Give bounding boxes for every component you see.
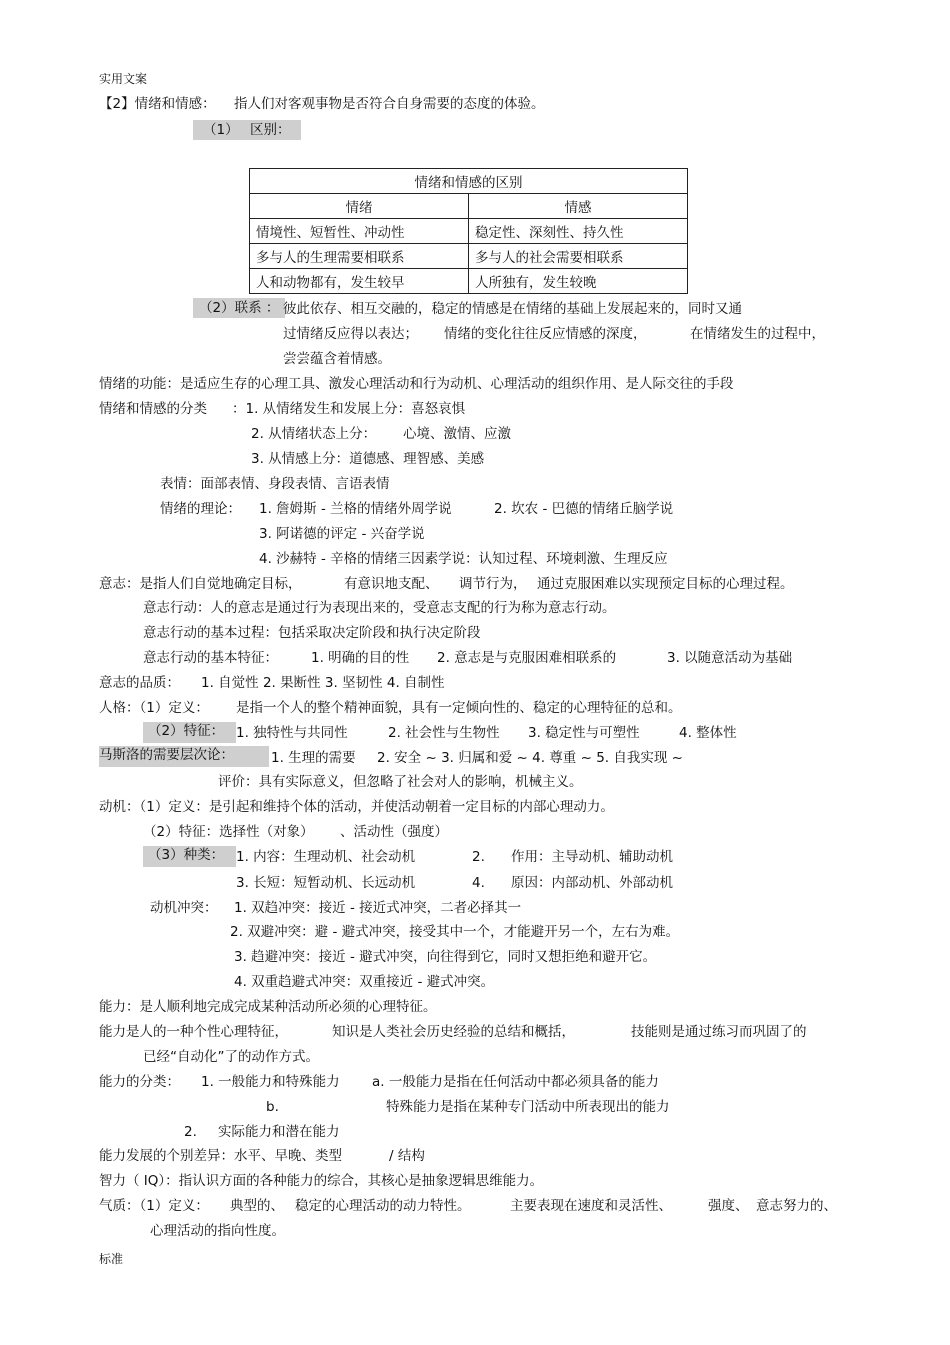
conflict-3: 3. 趋避冲突：接近 - 避式冲突，向往得到它，同时又想拒绝和避开它。 [234,949,657,965]
connection-line-2b: 情绪的变化往往反应情感的深度， [444,326,647,342]
will-quality-label: 意志的品质： [99,675,180,691]
ability-class-1b: 特殊能力是指在某种专门活动中所表现出的能力 [386,1099,670,1115]
personality-feature-1: 1. 独特性与共同性 [236,725,348,741]
classification-3: 3. 从情感上分：道德感、理智感、美感 [251,451,485,467]
will-feature-3: 3. 以随意活动为基础 [667,650,793,666]
temperament-def-f: 意志努力的、 [756,1198,837,1214]
theory-1: 1. 詹姆斯 - 兰格的情绪外周学说 [259,501,452,517]
table-header-row [250,194,688,219]
table-header-feeling: 情感 [469,194,688,219]
personality-definition: 是指一个人的整个精神面貌，具有一定倾向性的、稳定的心理特征的总和。 [236,700,682,716]
maslow-level-1: 1. 生理的需要 [271,750,356,766]
table-row [250,244,688,269]
ability-development-structure: / 结构 [389,1148,425,1164]
table-cell: 人所独有，发生较晚 [469,269,688,294]
will-definition-c: 调节行为， [459,576,527,592]
classification-2b: 心境、激情、应激 [403,426,511,442]
temperament-def-e: 强度、 [708,1198,749,1214]
will-action: 意志行动：人的意志是通过行为表现出来的，受意志支配的行为称为意志行动。 [143,600,616,616]
conflict-label: 动机冲突： [150,900,218,916]
motive-kind-3: 3. 长短：短暂动机、长远动机 [236,875,416,891]
maslow-levels: 2. 安全 ~ 3. 归属和爱 ~ 4. 尊重 ~ 5. 自我实现 ~ [377,750,683,766]
motive-kind-4-number: 4. [472,875,485,891]
motive-kind-2: 作用：主导动机、辅助动机 [511,849,673,865]
motive-feature-a: （2）特征：选择性（对象） [143,824,314,840]
expression: 表情：面部表情、身段表情、言语表情 [160,476,390,492]
table-cell: 情境性、短暂性、冲动性 [250,219,469,244]
connection-label: （2）联系 ： [193,298,285,318]
theory-4: 4. 沙赫特 - 辛格的情绪三因素学说：认知过程、环境刺激、生理反应 [259,551,668,567]
difference-label-number: （1） [203,122,239,138]
theory-3: 3. 阿诺德的评定 - 兴奋学说 [259,526,425,542]
table-cell: 多与人的生理需要相联系 [250,244,469,269]
ability-line-2a: 能力是人的一种个性心理特征， [99,1024,288,1040]
temperament-def-c: 稳定的心理活动的动力特性。 [295,1198,471,1214]
temperament-def-b: 典型的、 [230,1198,284,1214]
motive-definition: 动机：（1）定义：是引起和维持个体的活动，并使活动朝着一定目标的内部心理动力。 [99,799,614,815]
motive-kind-label: （3）种类： [143,846,236,867]
connection-line-2c: 在情绪发生的过程中， [690,326,825,342]
table-header-emotion: 情绪 [250,194,469,219]
motive-kind-1: 1. 内容：生理动机、社会动机 [236,849,416,865]
personality-feature-label: （2）特征： [143,722,236,743]
table-row [250,219,688,244]
ability-class-1: 1. 一般能力和特殊能力 [201,1074,340,1090]
connection-line-2a: 过情绪反应得以表达； [283,326,418,342]
ability-class-1a: a. 一般能力是指在任何活动中都必须具备的能力 [372,1074,659,1090]
will-definition-a: 意志：是指人们自觉地确定目标， [99,576,302,592]
personality-feature-3: 3. 稳定性与可塑性 [528,725,640,741]
table-row [250,269,688,294]
emotion-function: 情绪的功能：是适应生存的心理工具、激发心理活动和行为动机、心理活动的组织作用、是人际交往的手段 [99,376,734,392]
maslow-evaluation: 评价：具有实际意义，但忽略了社会对人的影响，机械主义。 [218,774,583,790]
intelligence: 智力（ IQ）：指认识方面的各种能力的综合，其核心是抽象逻辑思维能力。 [99,1173,544,1189]
ability-line-2c: 技能则是通过练习而巩固了的 [631,1024,807,1040]
maslow-label: 马斯洛的需要层次论： [99,746,269,767]
emotion-definition: 指人们对客观事物是否符合自身需要的态度的体验。 [234,96,545,112]
will-definition-d: 通过克服困难以实现预定目标的心理过程。 [537,576,794,592]
ability-class-label: 能力的分类： [99,1074,180,1090]
motive-kind-2-number: 2. [472,849,485,865]
classification-1: ：1. 从情绪发生和发展上分：喜怒哀惧 [232,401,466,417]
motive-kind-4: 原因：内部动机、外部动机 [511,875,673,891]
personality-feature-2: 2. 社会性与生物性 [388,725,500,741]
classification-2a: 2. 从情绪状态上分： [251,426,377,442]
personality-feature-4: 4. 整体性 [679,725,737,741]
connection-line-3: 尝尝蕴含着情感。 [283,351,391,367]
theory-2: 2. 坎农 - 巴德的情绪丘脑学说 [494,501,674,517]
conflict-1: 1. 双趋冲突：接近 - 接近式冲突，二者必择其一 [234,900,522,916]
page-footer: 标准 [99,1252,124,1266]
table-cell: 稳定性、深刻性、持久性 [469,219,688,244]
table-title-row [250,169,688,194]
connection-line-1: 彼此依存、相互交融的，稳定的情感是在情绪的基础上发展起来的，同时又通 [283,301,742,317]
difference-label: 区别： [250,122,291,138]
ability-definition: 能力：是人顺利地完成完成某种活动所必须的心理特征。 [99,999,437,1015]
temperament-def-d: 主要表现在速度和灵活性、 [510,1198,672,1214]
ability-class-2-number: 2. [184,1124,197,1140]
personality-definition-label: 人格：（1）定义： [99,700,209,716]
table-cell: 人和动物都有，发生较早 [250,269,469,294]
temperament-def-g: 心理活动的指向性度。 [150,1223,285,1239]
will-feature-2: 2. 意志是与克服困难相联系的 [437,650,617,666]
difference-table [249,168,688,294]
theory-label: 情绪的理论： [160,501,241,517]
ability-line-3: 已经“自动化”了的动作方式。 [143,1049,319,1065]
will-quality-list: 1. 自觉性 2. 果断性 3. 坚韧性 4. 自制性 [201,675,445,691]
will-feature-1: 1. 明确的目的性 [311,650,410,666]
conflict-4: 4. 双重趋避式冲突：双重接近 - 避式冲突。 [234,974,495,990]
temperament-label: 气质：（1）定义： [99,1198,209,1214]
ability-class-1b-letter: b. [266,1099,279,1115]
conflict-2: 2. 双避冲突：避 - 避式冲突，接受其中一个，才能避开另一个，左右为难。 [230,924,680,940]
ability-line-2b: 知识是人类社会历史经验的总结和概括， [332,1024,575,1040]
will-definition-b: 有意识地支配、 [344,576,439,592]
ability-development: 能力发展的个别差异：水平、早晚、类型 [99,1148,342,1164]
will-features-label: 意志行动的基本特征： [143,650,278,666]
ability-class-2: 实际能力和潜在能力 [218,1124,340,1140]
motive-feature-b: 、活动性（强度） [340,824,448,840]
will-action-process: 意志行动的基本过程：包括采取决定阶段和执行决定阶段 [143,625,481,641]
page-header: 实用文案 [99,72,148,86]
classification-label: 情绪和情感的分类 [99,401,207,417]
emotion-heading: 【2】情绪和情感： [99,96,216,112]
table-cell: 多与人的社会需要相联系 [469,244,688,269]
table-title: 情绪和情感的区别 [250,169,688,194]
